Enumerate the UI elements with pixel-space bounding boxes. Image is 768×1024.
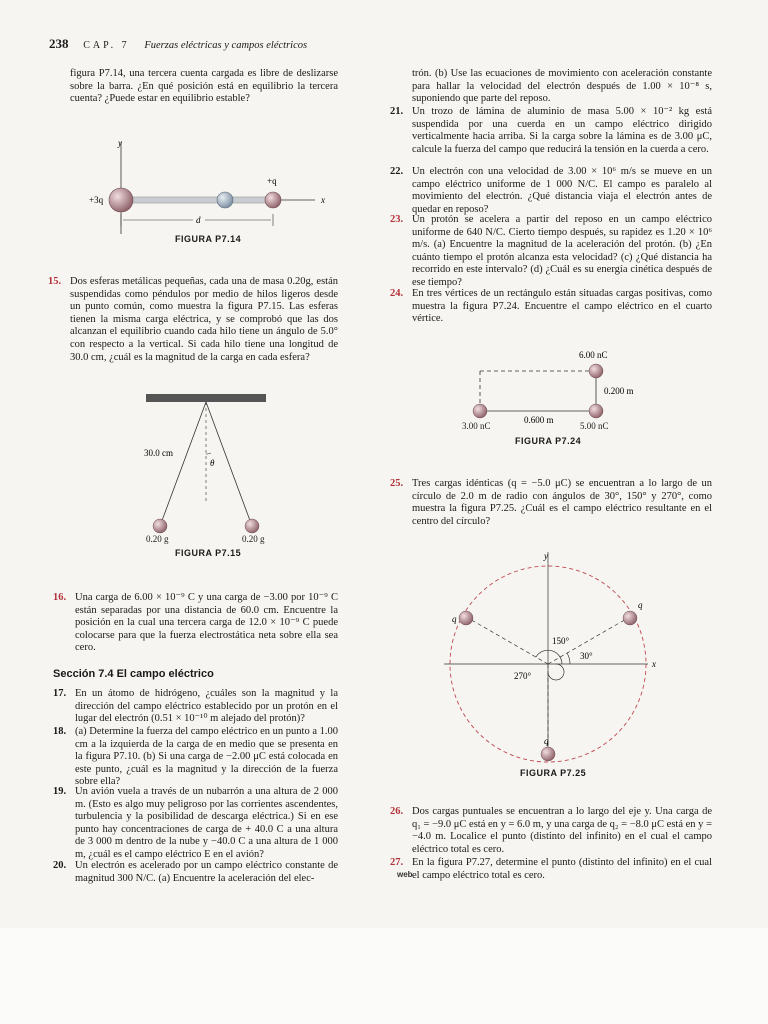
- charge-6nc: [589, 364, 603, 378]
- top-charge-label: 6.00 nC: [579, 350, 608, 360]
- page-bottom-margin: [0, 928, 768, 1024]
- web-icon-label: web: [397, 870, 413, 879]
- y-axis-label: y: [118, 138, 122, 148]
- figure-p7-25: [420, 548, 670, 768]
- angle-label: θ: [210, 458, 215, 468]
- problem-text: En la figura P7.27, determine el punto (distinto del infinito) en el cual el campo eléctrico total es cero.: [412, 857, 712, 881]
- problem-text: Un protón se acelera a partir del reposo en un campo eléctrico uniforme de 640 N/C. Cierto tiempo después, su rapidez es 1.20 × 10⁶ m/s. (a) Encuentre la magnitud de la aceleración del protón. (b) ¿En cuánto tiempo el protón alcanza esta velocidad? (c) ¿Qué distancia ha recorrido en este intervalo? (d) ¿Cuál es su energía cinética después de ese tiempo?: [412, 214, 712, 288]
- problem-18: [53, 726, 338, 789]
- bead-plus-q: [265, 192, 281, 208]
- problem-text: En tres vértices de un rectángulo están situadas cargas positivas, como muestra la figura P7.24. Encuentre el campo eléctrico en el cuarto vértice.: [412, 288, 712, 325]
- bead-plus-3q: [109, 188, 133, 212]
- problem-text: Un electrón es acelerado por un campo eléctrico constante de magnitud 300 N/C. (a) Encuentre la aceleración del elec-: [75, 860, 338, 884]
- problem-23: [390, 214, 712, 290]
- problem-text: Un electrón con una velocidad de 3.00 × 10⁶ m/s se mueve en un campo eléctrico uniforme de 1 000 N/C. El campo es paralelo al movimiento del electrón. ¿Qué distancia viaja el electrón antes de quedar en reposo?: [412, 166, 712, 215]
- problem-15: [48, 276, 338, 364]
- problem-number: 16.: [53, 592, 67, 603]
- charge-at-30: [623, 611, 637, 625]
- figure-p7-15-caption: FIGURA P7.15: [175, 548, 242, 558]
- mass-label-right: 0.20 g: [242, 534, 265, 544]
- charge-5nc: [589, 404, 603, 418]
- problem-number: 22.: [390, 166, 404, 177]
- figure-p7-25-caption: FIGURA P7.25: [520, 768, 587, 778]
- problem-number: 15.: [48, 276, 62, 287]
- problem-text: Un trozo de lámina de aluminio de masa 5.00 × 10⁻² kg está suspendida por una cuerda en un campo eléctrico dirigido verticalmente hacia arriba. Si la carga sobre la lámina es de 3.00 μC, calcule la fuerza del campo que reducirá la tensión en la cuerda a cero.: [412, 106, 712, 155]
- problem-number: 20.: [53, 860, 67, 871]
- right-intro-text: trón. (b) Use las ecuaciones de movimiento con aceleración constante para hallar la velocidad del electrón después de 1.00 × 10⁻⁸ s, suponiendo que parte del reposo.: [412, 68, 712, 105]
- problem-number: 26.: [390, 806, 404, 817]
- y-axis-label: y: [544, 551, 548, 561]
- bottom-right-charge-label: 5.00 nC: [580, 421, 609, 431]
- angle-arc: [206, 453, 211, 454]
- radius-150: [468, 618, 548, 664]
- problem-text: Un avión vuela a través de un nubarrón a una altura de 2 000 m. (Esto es algo muy peligroso por las corrientes ascendentes, turbulencia y la posibilidad de descarga eléctrica.) Si en ese punto hay concentraciones de carga de + 40.0 C a una altura de 3 000 m dentro de la nube y −40.0 C a una altura de 1 000 m, ¿cuál es el campo eléctrico E en el avión?: [75, 786, 338, 860]
- arc-150: [536, 650, 562, 664]
- problem-17: [53, 688, 338, 726]
- problem-text: (a) Determine la fuerza del campo eléctrico en un punto a 1.00 cm a la izquierda de la carga de en medio que se presenta en la figura P7.10. (b) Si una carga de −2.00 μC está colocada en este punto, ¿cuál es la magnitud y la dirección de la fuerza sobre ella?: [75, 726, 338, 788]
- problem-text: Una carga de 6.00 × 10⁻⁹ C y una carga de −3.00 por 10⁻⁹ C están separadas por una distancia de 60.0 cm. Encuentre la posición en la cual una tercera carga de 12.0 × 10⁻⁹ C puede colocarse para que la fuerza electrostática neta sobre ella sea cero.: [75, 592, 338, 654]
- problem-text: Tres cargas idénticas (q = −5.0 μC) se encuentran a lo largo de un círculo de 2.0 m de radio con ángulos de 30°, 150° y 270°, como muestra la figura P7.25. ¿Cuál es el campo eléctrico resultante en el centro del círculo?: [412, 478, 712, 527]
- charge-label-left: q: [452, 614, 457, 624]
- chapter-title: Fuerzas eléctricas y campos eléctricos: [144, 40, 308, 51]
- problem-text: Dos esferas metálicas pequeñas, cada una de masa 0.20g, están suspendidas como péndulos por medio de hilos ligeros desde un punto común, como muestra la figura P7.15. Las esferas tienen la misma carga eléctrica, y se comprobó que las dos alcanzan el equilibrio cuando cada hilo tiene un ángulo de 5.0° con respecto a la vertical. Si cada hilo tiene una longitud de 30.0 cm, ¿cuál es la magnitud de la carga en cada esfera?: [70, 276, 338, 363]
- figure-p7-24: [460, 345, 660, 431]
- width-label: 0.600 m: [524, 415, 554, 425]
- angle-270-label: 270°: [514, 671, 532, 681]
- problem-26: [390, 806, 712, 856]
- problem-number: 25.: [390, 478, 404, 489]
- height-label: 0.200 m: [604, 386, 634, 396]
- left-intro-text: figura P7.14, una tercera cuenta cargada es libre de deslizarse sobre la barra. ¿En qué posición está en equilibrio la tercera cuenta? ¿Puede estar en equilibrio estable?: [70, 68, 338, 105]
- problem-number: 27.: [390, 857, 404, 868]
- problem-16: [53, 592, 338, 655]
- x-axis-label: x: [321, 195, 325, 205]
- right-sphere: [245, 519, 259, 533]
- problem-text: Dos cargas puntuales se encuentran a lo largo del eje y. Una carga de q₁ = −9.0 μC está en y = 6.0 m, y una carga de q₂ = −8.0 μC está en y = −4.0 m. Localice el punto (distinto del infinito) en el cual el campo eléctrico total es cero.: [412, 806, 712, 855]
- angle-150-label: 150°: [552, 636, 570, 646]
- problem-25: [390, 478, 712, 528]
- third-bead: [217, 192, 233, 208]
- figure-p7-14-caption: FIGURA P7.14: [175, 234, 242, 244]
- x-axis-label: x: [652, 659, 656, 669]
- problem-21: [390, 106, 712, 156]
- figure-p7-15: [140, 386, 280, 544]
- problem-number: 18.: [53, 726, 67, 737]
- figure-p7-14: [85, 136, 345, 244]
- charge-at-270: [541, 747, 555, 761]
- left-sphere: [153, 519, 167, 533]
- charge-label-right: q: [638, 600, 643, 610]
- problem-24: [390, 288, 712, 326]
- mass-label-left: 0.20 g: [146, 534, 169, 544]
- page-header: [49, 36, 307, 52]
- problem-number: 23.: [390, 214, 404, 225]
- problem-number: 17.: [53, 688, 67, 699]
- charge-label-q: +q: [267, 176, 277, 186]
- arc-30: [567, 653, 570, 664]
- ceiling-support: [146, 394, 266, 402]
- angle-30-label: 30°: [580, 651, 593, 661]
- problem-22: [390, 166, 712, 216]
- problem-19: [53, 786, 338, 862]
- problem-20: [53, 860, 338, 885]
- section-heading: Sección 7.4 El campo eléctrico: [53, 668, 214, 680]
- charge-at-150: [459, 611, 473, 625]
- page-number: 238: [49, 36, 69, 51]
- string-length-label: 30.0 cm: [144, 448, 173, 458]
- problem-number: 21.: [390, 106, 404, 117]
- left-string: [160, 402, 206, 526]
- charge-3nc: [473, 404, 487, 418]
- bottom-left-charge-label: 3.00 nC: [462, 421, 491, 431]
- arc-270: [548, 664, 564, 680]
- problem-number: 24.: [390, 288, 404, 299]
- distance-label: d: [196, 215, 201, 225]
- figure-p7-24-caption: FIGURA P7.24: [515, 436, 582, 446]
- charge-label-3q: +3q: [89, 195, 104, 205]
- problem-number: 19.: [53, 786, 67, 797]
- problem-text: En un átomo de hidrógeno, ¿cuáles son la magnitud y la dirección del campo eléctrico establecido por un protón en el lugar del electrón (0.51 × 10⁻¹⁰ m alejado del protón)?: [75, 688, 338, 725]
- chapter-label: CAP. 7: [83, 40, 130, 51]
- charge-label-bottom: q: [544, 736, 549, 746]
- sliding-rod: [121, 197, 273, 203]
